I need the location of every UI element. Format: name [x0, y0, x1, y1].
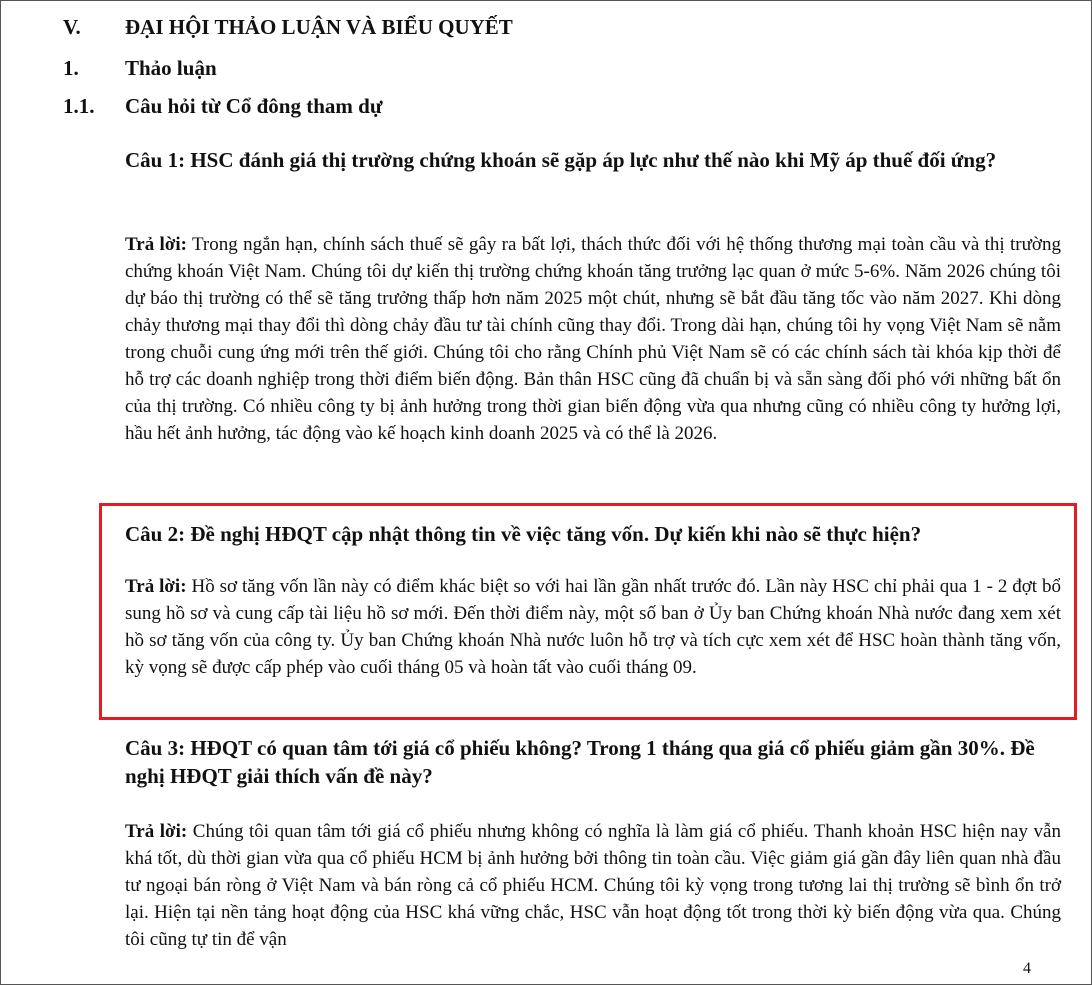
- answer-lead: Trả lời:: [125, 234, 187, 255]
- answer-lead: Trả lời:: [125, 576, 187, 597]
- answer-1: [125, 231, 1061, 447]
- section-title: ĐẠI HỘI THẢO LUẬN VÀ BIỂU QUYẾT: [125, 15, 513, 39]
- subsubsection-title: Câu hỏi từ Cổ đông tham dự: [125, 94, 383, 118]
- answer-1-text: Trong ngắn hạn, chính sách thuế sẽ gây ra bất lợi, thách thức đối với hệ thống thương mại toàn cầu và thị trường chứng khoán Việt Nam. Chúng tôi dự kiến thị trường chứng khoán tăng trưởng lạc quan ở mức 5-6%. Năm 2026 chúng tôi dự báo thị trường có thể sẽ tăng trưởng thấp hơn năm 2025 một chút, nhưng sẽ bắt đầu tăng tốc vào năm 2027. Khi dòng chảy thương mại thay đổi thì dòng chảy đầu tư tài chính cũng thay đổi. Trong dài hạn, chúng tôi hy vọng Việt Nam sẽ nằm trong chuỗi cung ứng mới trên thế giới. Chúng tôi cho rằng Chính phủ Việt Nam sẽ có các chính sách tài khóa kịp thời để hỗ trợ các doanh nghiệp trong thời điểm biến động. Bản thân HSC cũng đã chuẩn bị và sẵn sàng đối phó với những bất ổn của thị trường. Có nhiều công ty bị ảnh hưởng trong thời gian biến động vừa qua nhưng cũng có nhiều công ty hưởng lợi, hầu hết ảnh hưởng, tác động vào kế hoạch kinh doanh 2025 và có thể là 2026.: [125, 234, 1061, 444]
- question-1: Câu 1: HSC đánh giá thị trường chứng khoán sẽ gặp áp lực như thế nào khi Mỹ áp thuế đối ứng?: [125, 148, 997, 172]
- answer-3: [125, 818, 1061, 953]
- subsubsection-number: 1.1.: [63, 94, 95, 118]
- page-number: 4: [1023, 960, 1031, 977]
- question-2: Câu 2: Đề nghị HĐQT cập nhật thông tin về việc tăng vốn. Dự kiến khi nào sẽ thực hiện?: [125, 522, 922, 546]
- answer-lead: Trả lời:: [125, 821, 188, 842]
- answer-3-text: Chúng tôi quan tâm tới giá cổ phiếu nhưng không có nghĩa là làm giá cổ phiếu. Thanh khoản HSC hiện nay vẫn khá tốt, dù thời gian vừa qua cổ phiếu HCM bị ảnh hưởng bởi thông tin toàn cầu. Việc giảm giá gần đây liên quan nhà đầu tư ngoại bán ròng ở Việt Nam và bán ròng cả cổ phiếu HCM. Chúng tôi kỳ vọng trong tương lai thị trường sẽ bình ổn trở lại. Hiện tại nền tảng hoạt động của HSC khá vững chắc, HSC vẫn hoạt động tốt trong thời kỳ biến động vừa qua. Chúng tôi cũng tự tin để vận: [125, 821, 1061, 950]
- section-number: V.: [63, 15, 81, 39]
- answer-2-text: Hồ sơ tăng vốn lần này có điểm khác biệt so với hai lần gần nhất trước đó. Lần này HSC chỉ phải qua 1 - 2 đợt bổ sung hồ sơ và cung cấp tài liệu hồ sơ mới. Đến thời điểm này, một số ban ở Ủy ban Chứng khoán Nhà nước đang xem xét hồ sơ tăng vốn của công ty. Ủy ban Chứng khoán Nhà nước luôn hỗ trợ và tích cực xem xét để HSC hoàn thành tăng vốn, kỳ vọng sẽ được cấp phép vào cuối tháng 05 và hoàn tất vào cuối tháng 09.: [125, 576, 1062, 678]
- subsection-title: Thảo luận: [125, 56, 217, 80]
- question-3: Câu 3: HĐQT có quan tâm tới giá cổ phiếu không? Trong 1 tháng qua giá cổ phiếu giảm gần 30%. Đề nghị HĐQT giải thích vấn đề này?: [125, 736, 1035, 788]
- subsection-number: 1.: [63, 56, 79, 80]
- answer-2: [125, 573, 1061, 681]
